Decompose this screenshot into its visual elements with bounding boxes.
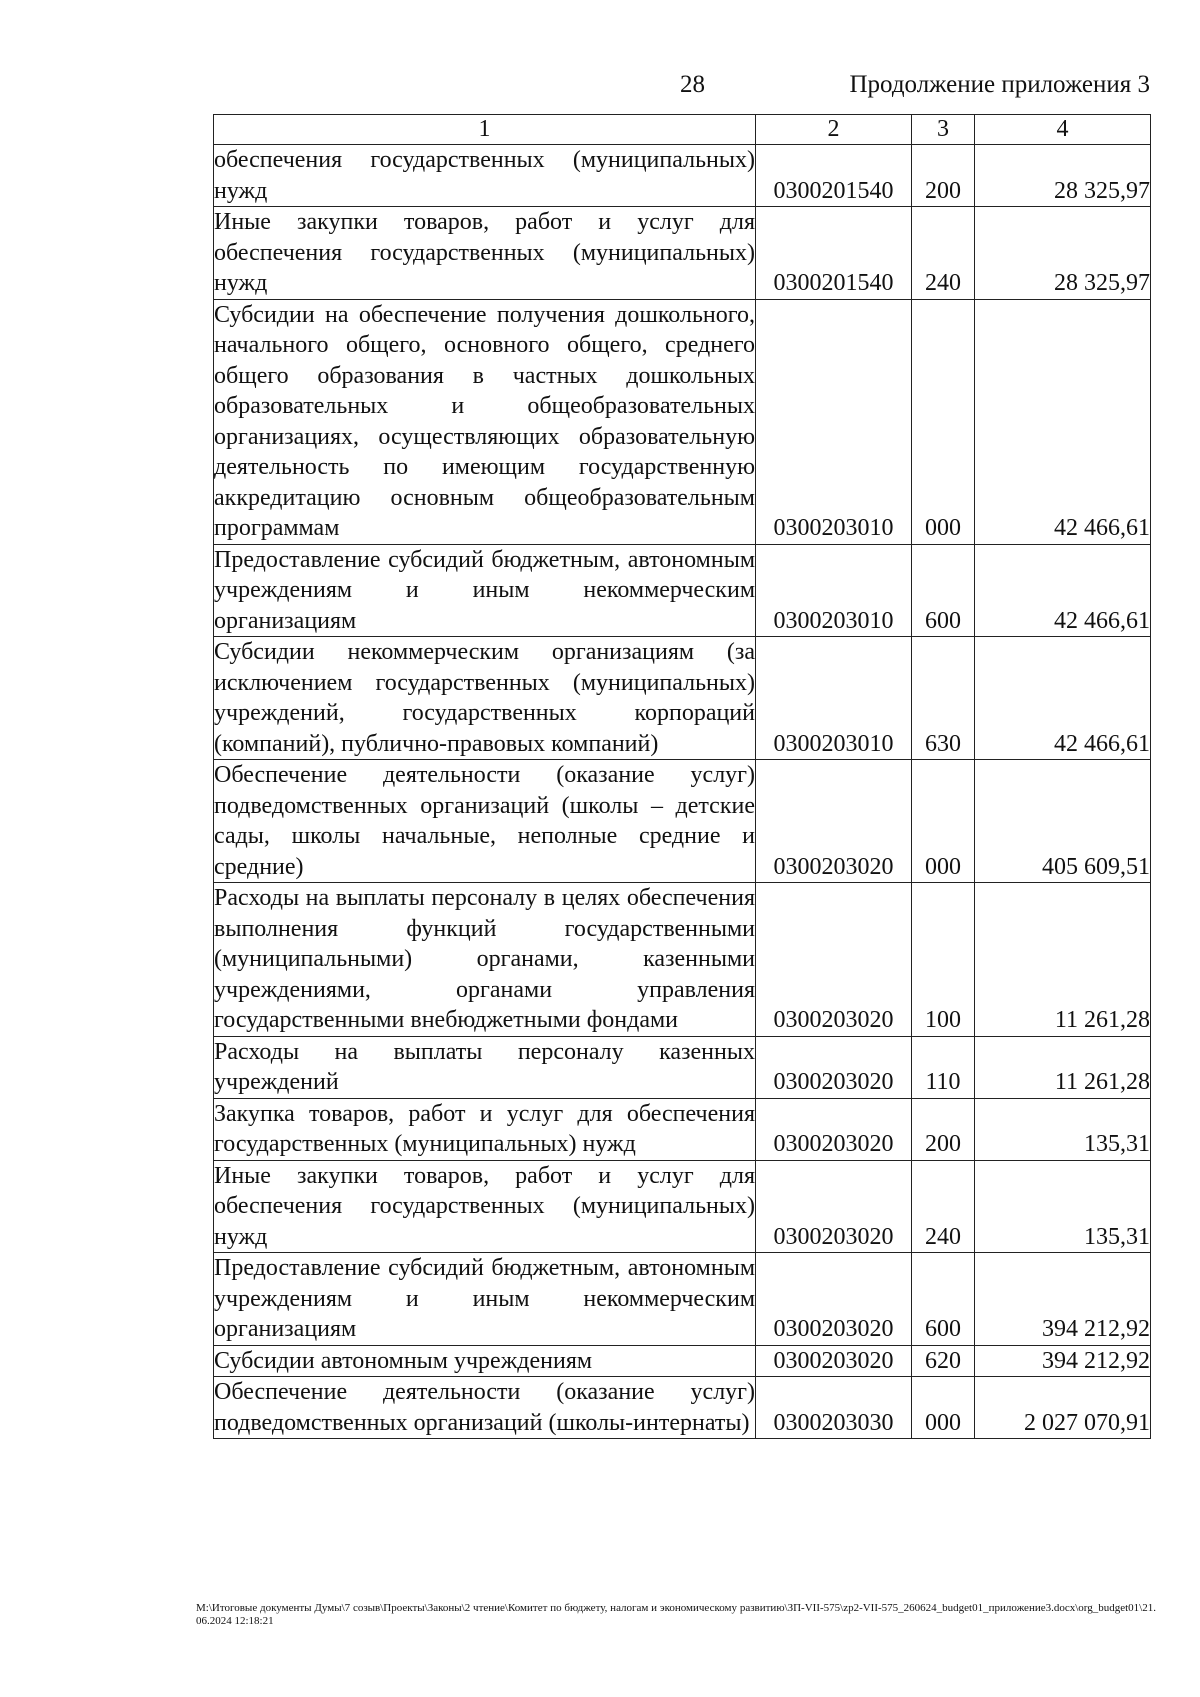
footer-file-path: М:\Итоговые документы Думы\7 созыв\Проекты\Законы\2 чтение\Комитет по бюджету, налогам и экономическому развитию\ЗП-VII-575\zp2-VII-575_260624_budget01_приложение3.docx\org_budget01\21.06.2024 12:18:21 bbox=[196, 1602, 1156, 1627]
row-amount: 394 212,92 bbox=[975, 1253, 1151, 1346]
row-expense-type: 620 bbox=[912, 1345, 975, 1377]
row-expense-type: 000 bbox=[912, 299, 975, 544]
row-name: Иные закупки товаров, работ и услуг для обеспечения государственных (муниципальных) нужд bbox=[214, 207, 756, 300]
column-header-3: 3 bbox=[912, 115, 975, 145]
column-header-2: 2 bbox=[756, 115, 912, 145]
table-row bbox=[214, 1253, 1151, 1346]
table-row bbox=[214, 1377, 1151, 1439]
row-expense-type: 240 bbox=[912, 1160, 975, 1253]
row-name: Иные закупки товаров, работ и услуг для обеспечения государственных (муниципальных) нужд bbox=[214, 1160, 756, 1253]
table-row bbox=[214, 883, 1151, 1037]
column-header-1: 1 bbox=[214, 115, 756, 145]
row-amount: 42 466,61 bbox=[975, 544, 1151, 637]
row-expense-type: 600 bbox=[912, 1253, 975, 1346]
row-amount: 394 212,92 bbox=[975, 1345, 1151, 1377]
row-code: 0300203020 bbox=[756, 1253, 912, 1346]
table-row bbox=[214, 1160, 1151, 1253]
table-row bbox=[214, 760, 1151, 883]
table-row bbox=[214, 1036, 1151, 1098]
row-name: Субсидии автономным учреждениям bbox=[214, 1345, 756, 1377]
row-amount: 42 466,61 bbox=[975, 299, 1151, 544]
row-expense-type: 600 bbox=[912, 544, 975, 637]
row-code: 0300203020 bbox=[756, 1036, 912, 1098]
row-name: Закупка товаров, работ и услуг для обеспечения государственных (муниципальных) нужд bbox=[214, 1098, 756, 1160]
table-row bbox=[214, 1098, 1151, 1160]
row-name: Субсидии некоммерческим организациям (за исключением государственных (муниципальных) учреждений, государственных корпораций (компаний), публично-правовых компаний) bbox=[214, 637, 756, 760]
row-amount: 135,31 bbox=[975, 1098, 1151, 1160]
row-expense-type: 000 bbox=[912, 1377, 975, 1439]
row-expense-type: 630 bbox=[912, 637, 975, 760]
row-name: Расходы на выплаты персоналу в целях обеспечения выполнения функций государственными (муниципальными) органами, казенными учреждениями, органами управления государственными внебюджетными фондами bbox=[214, 883, 756, 1037]
row-name: Предоставление субсидий бюджетным, автономным учреждениям и иным некоммерческим организациям bbox=[214, 544, 756, 637]
table-row bbox=[214, 145, 1151, 207]
column-header-4: 4 bbox=[975, 115, 1151, 145]
header-row bbox=[214, 115, 1151, 145]
row-name: Субсидии на обеспечение получения дошкольного, начального общего, основного общего, среднего общего образования в частных дошкольных образовательных и общеобразовательных организациях, осуществляющих образовательную деятельность по имеющим государственную аккредитацию основным общеобразовательным программам bbox=[214, 299, 756, 544]
row-amount: 135,31 bbox=[975, 1160, 1151, 1253]
row-code: 0300203010 bbox=[756, 637, 912, 760]
row-name: Обеспечение деятельности (оказание услуг) подведомственных организаций (школы – детские сады, школы начальные, неполные средние и средние) bbox=[214, 760, 756, 883]
row-amount: 28 325,97 bbox=[975, 207, 1151, 300]
row-amount: 405 609,51 bbox=[975, 760, 1151, 883]
table-row bbox=[214, 637, 1151, 760]
row-code: 0300203030 bbox=[756, 1377, 912, 1439]
row-amount: 2 027 070,91 bbox=[975, 1377, 1151, 1439]
row-name: Расходы на выплаты персоналу казенных учреждений bbox=[214, 1036, 756, 1098]
row-code: 0300203020 bbox=[756, 1345, 912, 1377]
row-expense-type: 000 bbox=[912, 760, 975, 883]
row-code: 0300203020 bbox=[756, 1098, 912, 1160]
row-expense-type: 100 bbox=[912, 883, 975, 1037]
row-expense-type: 110 bbox=[912, 1036, 975, 1098]
row-code: 0300203020 bbox=[756, 760, 912, 883]
row-code: 0300201540 bbox=[756, 207, 912, 300]
row-amount: 28 325,97 bbox=[975, 145, 1151, 207]
row-code: 0300201540 bbox=[756, 145, 912, 207]
table-row bbox=[214, 207, 1151, 300]
row-code: 0300203010 bbox=[756, 299, 912, 544]
row-amount: 42 466,61 bbox=[975, 637, 1151, 760]
table-row bbox=[214, 1345, 1151, 1377]
row-code: 0300203020 bbox=[756, 883, 912, 1037]
page-number: 28 bbox=[680, 71, 705, 98]
row-expense-type: 200 bbox=[912, 1098, 975, 1160]
row-name: Предоставление субсидий бюджетным, автономным учреждениям и иным некоммерческим организациям bbox=[214, 1253, 756, 1346]
table-row bbox=[214, 299, 1151, 544]
budget-table bbox=[213, 114, 1151, 1439]
row-amount: 11 261,28 bbox=[975, 883, 1151, 1037]
row-name: Обеспечение деятельности (оказание услуг) подведомственных организаций (школы-интернаты) bbox=[214, 1377, 756, 1439]
row-expense-type: 200 bbox=[912, 145, 975, 207]
table-header bbox=[214, 115, 1151, 145]
table-row bbox=[214, 544, 1151, 637]
continuation-label: Продолжение приложения 3 bbox=[849, 71, 1150, 98]
row-code: 0300203010 bbox=[756, 544, 912, 637]
table-body bbox=[214, 145, 1151, 1439]
row-amount: 11 261,28 bbox=[975, 1036, 1151, 1098]
row-code: 0300203020 bbox=[756, 1160, 912, 1253]
row-name: обеспечения государственных (муниципальных) нужд bbox=[214, 145, 756, 207]
row-expense-type: 240 bbox=[912, 207, 975, 300]
